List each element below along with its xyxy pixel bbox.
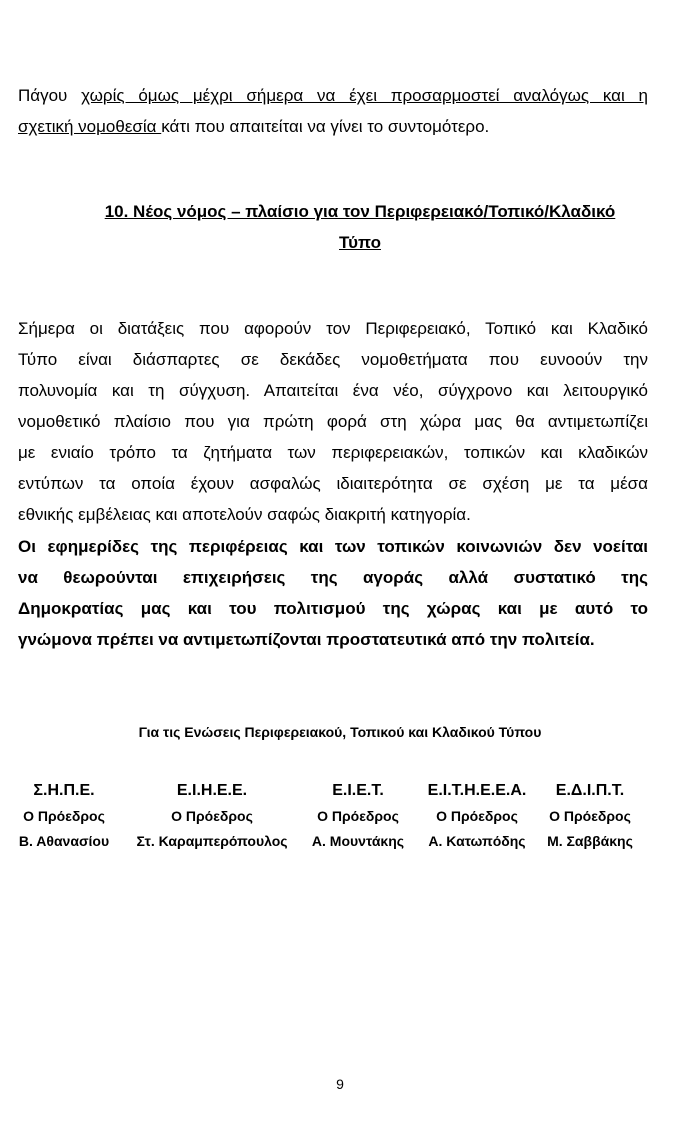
section-heading [40, 196, 680, 258]
page-number: 9 [336, 1076, 344, 1092]
signature-person: Β. Αθανασίου [18, 833, 110, 849]
signature-person: Α. Κατωπόδης [428, 833, 526, 849]
intro-text-plain-2: κάτι που απαιτείται να γίνει το συντομότερο. [161, 117, 490, 136]
signature-column [14, 778, 114, 854]
signature-org: Ε.Ι.Η.Ε.Ε. [176, 782, 248, 799]
section-heading-line-1: 10. Νέος νόμος – πλαίσιο για τον Περιφερειακό/Τοπικό/Κλαδικό [104, 202, 616, 221]
intro-paragraph [18, 80, 648, 142]
signature-org: Ε.Δ.Ι.Π.Τ. [555, 782, 625, 799]
signature-person: Α. Μουντάκης [311, 833, 405, 849]
body-line: εθνικής εμβέλειας και αποτελούν σαφώς διακριτή κατηγορία. [18, 505, 471, 524]
body-line: Τύπο είναι διάσπαρτες σε δεκάδες νομοθετήματα που ευνοούν την [18, 350, 648, 369]
signature-org: Ε.Ι.Τ.Η.Ε.Ε.Α. [427, 782, 527, 799]
signature-person: Μ. Σαββάκης [547, 833, 633, 849]
bold-line: γνώμονα πρέπει να αντιμετωπίζονται προστατευτικά από την πολιτεία. [18, 630, 595, 649]
body-line: πολυνομία και τη σύγχυση. Απαιτείται ένα νέο, σύγχρονο και λειτουργικό [18, 381, 648, 400]
signature-role: Ο Πρόεδρος [317, 808, 399, 824]
bold-line: να θεωρούνται επιχειρήσεις της αγοράς αλλά συστατικό της [18, 568, 648, 587]
bold-paragraph [18, 531, 648, 655]
signature-person: Στ. Καραμπερόπουλος [136, 833, 288, 849]
signature-column [540, 778, 640, 854]
signature-column [302, 778, 414, 854]
signature-column [124, 778, 300, 854]
body-line: Σήμερα οι διατάξεις που αφορούν τον Περιφερειακό, Τοπικό και Κλαδικό [18, 319, 648, 338]
body-line: εντύπων τα οποία έχουν ασφαλώς ιδιαιτερότητα σε σχέση με τα μέσα [18, 474, 648, 493]
signature-org: Ε.Ι.Ε.Τ. [332, 782, 384, 799]
signature-title: Για τις Ενώσεις Περιφερειακού, Τοπικού και Κλαδικού Τύπου [138, 724, 542, 740]
section-heading-line-2: Τύπο [339, 233, 381, 252]
body-line: με ενιαίο τρόπο τα ζητήματα των περιφερειακών, τοπικών και κλαδικών [18, 443, 648, 462]
signature-role: Ο Πρόεδρος [23, 808, 105, 824]
signature-column [418, 778, 536, 854]
signature-role: Ο Πρόεδρος [549, 808, 631, 824]
intro-line-2 [18, 111, 648, 142]
bold-line: Δημοκρατίας μας και του πολιτισμού της χώρας και με αυτό το [18, 599, 648, 618]
signature-role: Ο Πρόεδρος [171, 808, 253, 824]
intro-text-plain: Πάγου [18, 86, 82, 105]
body-paragraph [18, 313, 648, 530]
intro-text-underlined: χωρίς όμως μέχρι σήμερα να έχει προσαρμοστεί αναλόγως και η [81, 86, 648, 105]
intro-line-1 [18, 80, 648, 111]
signature-role: Ο Πρόεδρος [436, 808, 518, 824]
bold-line: Οι εφημερίδες της περιφέρειας και των τοπικών κοινωνιών δεν νοείται [18, 537, 648, 556]
signature-grid [0, 778, 680, 868]
signature-org: Σ.Η.Π.Ε. [33, 782, 95, 799]
intro-text-underlined-2: σχετική νομοθεσία [18, 117, 162, 136]
body-line: νομοθετικό πλαίσιο που για πρώτη φορά στη χώρα μας θα αντιμετωπίζει [18, 412, 648, 431]
